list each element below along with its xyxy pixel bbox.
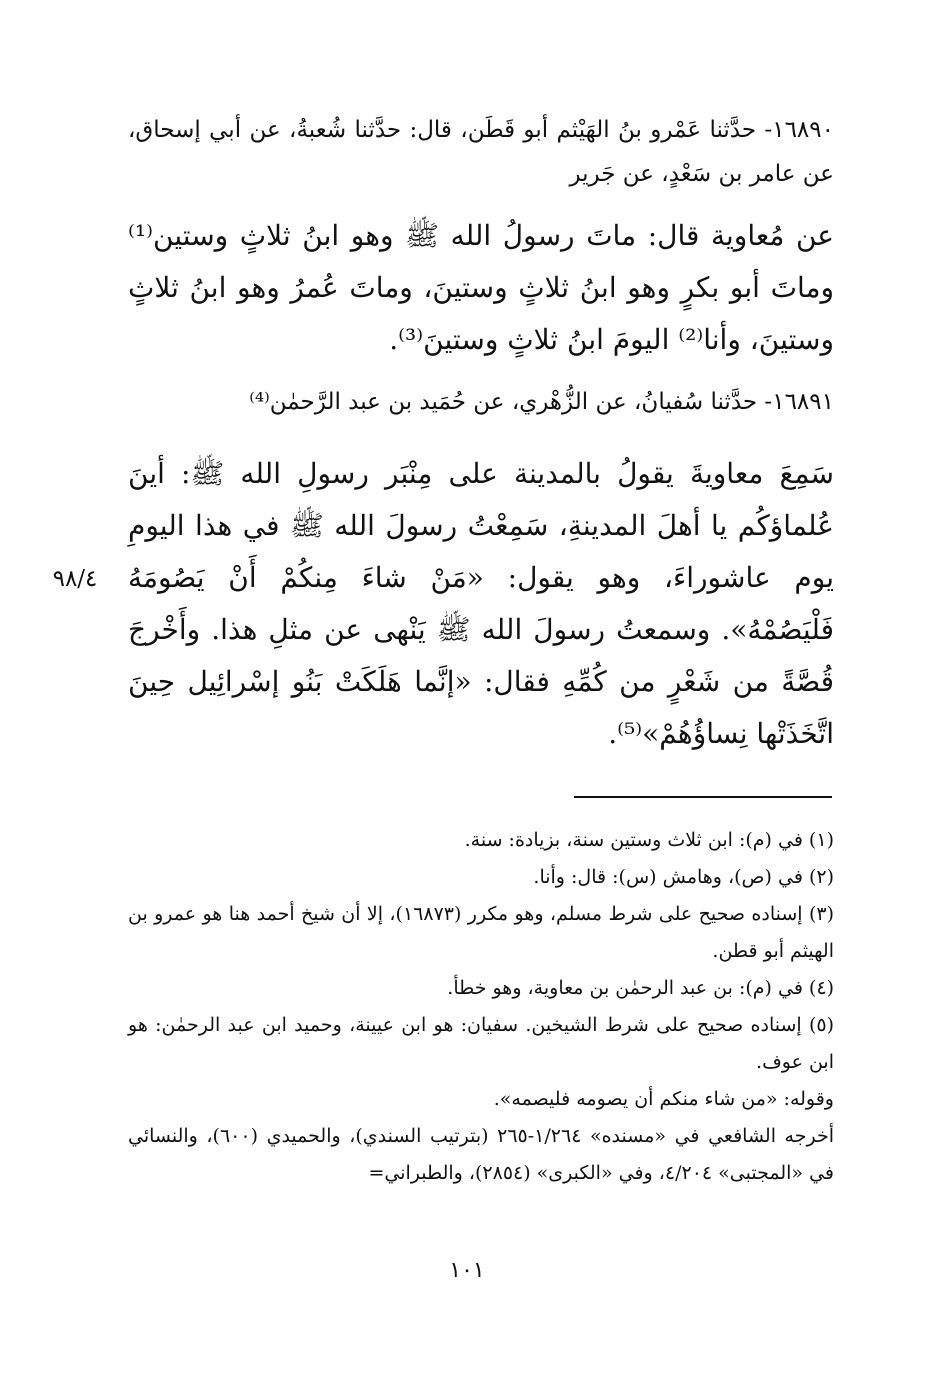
hadith-16890-matn: عن مُعاوية قال: ماتَ رسولُ الله ﷺ وهو ابنُ ثلاثٍ وستين⁽¹⁾ وماتَ أبو بكرٍ وهو ابنُ ثلاثٍ وستينَ، وماتَ عُمرُ وهو ابنُ ثلاثٍ وستينَ، وأنا⁽²⁾ اليومَ ابنُ ثلاثٍ وستينَ⁽³⁾. (128, 219, 834, 356)
margin-volume-page-ref: ٩٨/٤ (52, 566, 98, 592)
footnote-5: (٥) إسناده صحيح على شرط الشيخين. سفيان: هو ابن عيينة، وحميد ابن عبد الرحمٰن: هو ابن عوف. (128, 1014, 834, 1073)
footnote-1: (١) في (م): ابن ثلاث وستين سنة، بزيادة: سنة. (464, 829, 834, 851)
footnotes (128, 822, 834, 1192)
hadith-16891-matn: سَمِعَ معاويةَ يقولُ بالمدينة على مِنْبَر رسولِ الله ﷺ: أينَ عُلماؤكُم يا أهلَ المدينةِ، سَمِعْتُ رسولَ الله ﷺ في هذا اليومِ يوم عاشوراءَ، وهو يقول: «مَنْ شاءَ مِنكُمْ أَنْ يَصُومَهُ فَلْيَصُمْهُ». وسمعتُ رسولَ الله ﷺ يَنْهى عن مثلِ هذا. وأَخْرجَ قُصَّةً من شَعْرٍ من كُمِّهِ فقال: «إنَّما هَلَكَتْ بَنُو إسْرائِيل حِينَ اتَّخَذَتْها نِساؤُهُمْ»⁽⁵⁾. (128, 457, 834, 750)
footnote-separator (574, 796, 832, 798)
footnote-5-continued: وقوله: «من شاء منكم أن يصومه فليصمه». (493, 1088, 834, 1110)
hadith-16890-isnad: ١٦٨٩٠- حدَّثنا عَمْرو بنُ الهَيْثم أبو قَطَن، قال: حدَّثنا شُعبةُ، عن أبي إسحاق، عن عامر بن سَعْدٍ، عن جَرير (128, 117, 834, 187)
footnote-3: (٣) إسناده صحيح على شرط مسلم، وهو مكرر (١٦٨٧٣)، إلا أن شيخ أحمد هنا هو عمرو بن الهيثم أبو قطن. (128, 903, 834, 962)
page-number: ١٠١ (449, 1258, 485, 1283)
footnote-4: (٤) في (م): بن عبد الرحمٰن بن معاوية، وهو خطأ. (447, 977, 834, 999)
footnote-2: (٢) في (ص)، وهامش (س): قال: وأنا. (533, 866, 834, 888)
footnote-5-takhrij: أخرجه الشافعي في «مسنده» ١/٢٦٤-٢٦٥ (بترتيب السندي)، والحميدي (٦٠٠)، والنسائي في «المجتبى» ٤/٢٠٤، وفي «الكبرى» (٢٨٥٤)، والطبراني= (128, 1125, 834, 1184)
hadith-16891-isnad: ١٦٨٩١- حدَّثنا سُفيانُ، عن الزُّهْري، عن حُمَيد بن عبد الرَّحمٰن⁽⁴⁾ (249, 389, 834, 415)
